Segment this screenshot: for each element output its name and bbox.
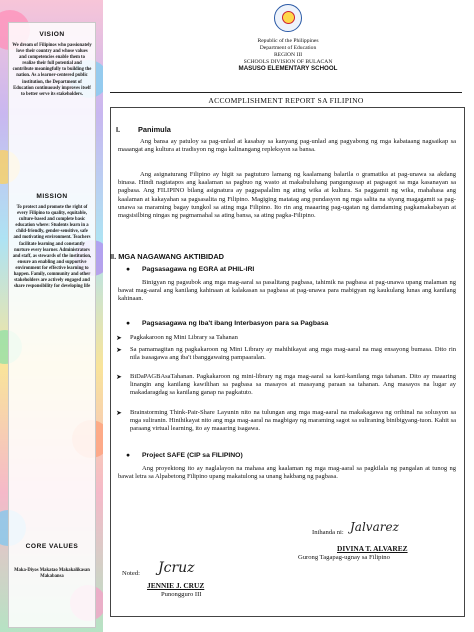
core-values-text: Maka-Diyos Makatao Makakalikasan Makabansa (14, 568, 90, 580)
sidebar-panel (8, 22, 96, 628)
prepared-name: DIVINA T. ALVAREZ (337, 544, 408, 553)
noted-by-label: Noted: (122, 570, 140, 577)
arrow-bullet-icon: ➤ (116, 346, 122, 354)
prepared-by-label: Inihanda ni: (312, 529, 344, 536)
header-school: MASUSO ELEMENTARY SCHOOL (238, 65, 338, 72)
noted-name: JENNIE J. CRUZ (147, 581, 205, 590)
vision-text: We dream of Filipinos who passionately love their country and whose values and competencies enable them to realize their full potential and contribute meaningfully to building the nation. As a learner-centered public institution, the Department of Education continuously improves itself to better serve its stakeholders. (12, 43, 92, 97)
prepared-signature: Jalvarez (350, 520, 399, 534)
item-2-sub-4: Brainstorming Think-Pair-Share Layunin nito na tulungan ang mga mag-aaral na makakagawa ng orihinal na solusyon sa mga suliranin. Hinihikayat nito ang mga mag-aaral na magbigay ng maraming sagot sa suliraning binibigyang-tuon. Kahit sa paraang virtual learning, ito ay maaaring isagawa. (130, 409, 456, 433)
arrow-bullet-icon: ➤ (116, 373, 122, 381)
vision-mission-sidebar (0, 0, 103, 632)
mission-heading: MISSION (36, 193, 68, 200)
header-division: SCHOOLS DIVISION OF BULACAN (243, 59, 333, 65)
section-1-number: I. (116, 125, 121, 134)
mission-text: To protect and promote the right of every Filipino to quality, equitable, culture-based and complete basic education where: Students learn in a child-friendly, gender-sensitive, safe and motivating environment. Teachers facilitate learning and constantly nurture every learner. Administrators and staff, as stewards of the institution, ensure an enabling and supportive environment for effective learning to happen. Family, community and other stakeholders are actively engaged and share responsibility for developing life (12, 205, 92, 290)
header-republic: Republic of the Philippines (257, 38, 319, 44)
prepared-role: Gurong Tagapag-ugnay sa Filipino (298, 554, 390, 561)
header-department: Department of Education (259, 45, 317, 51)
section-1-heading: Panimula (138, 125, 171, 134)
item-2-title: Pagsasagawa ng Iba't ibang Interbasyon para sa Pagbasa (142, 320, 329, 327)
arrow-bullet-icon: ➤ (116, 409, 122, 417)
arrow-bullet-icon: ➤ (116, 334, 122, 342)
item-3-text: Ang proyektong ito ay naglalayon na mahasa ang kaalaman ng mga mag-aaral sa pagkilala ng pangalan at tunog ng bawat letra sa Alpabetong Filipino upang makatulong sa unang hakbang ng pagbasa. (118, 465, 456, 481)
item-2-sub-2: Sa pamamagitan ng pagkakaroon ng Mini Library ay mahihikayat ang mga mag-aaral na mag ensayong bumasa. Dito rin nila isasagawa ang iba't ibanggawaing pampaaralan. (130, 346, 456, 362)
core-values-heading: CORE VALUES (25, 543, 79, 550)
section-1-paragraph-1: Ang bansa ay patuloy sa pag-unlad at kasabay sa kanyang pag-unlad ang pagyabong ng mga kabataang nagsaikap sa maaangat ang kultura at tradisyon ng mga kalinangang repleksyon sa bansa. (118, 138, 456, 154)
header-divider (110, 92, 462, 93)
noted-role: Punongguro III (161, 591, 202, 598)
report-title: ACCOMPLISHMENT REPORT SA FILIPINO (208, 96, 364, 105)
item-3-title: Project SAFE (CIP sa FILIPINO) (142, 452, 243, 459)
item-2-sub-1: Pagkakaroon ng Mini Library sa Tahanan (130, 334, 238, 341)
vision-heading: VISION (39, 31, 65, 38)
bullet-icon: ● (126, 452, 131, 459)
header-region: REGION III (273, 52, 303, 58)
item-1-text: Binigyan ng pagsubok ang mga mag-aaral sa pasalitang pagbasa, tahimik na pagbasa at pag-unawa upang malaman ng bawat mag-aaral ang kanilang kahinaan at kalakasan sa pagbasa at pag-unawa para mabigyan ng kaukulang lunas ang kanilang kahinaan. (118, 279, 456, 303)
section-2-heading: II. MGA NAGAWANG AKTIBIDAD (110, 252, 225, 261)
section-1-paragraph-2: Ang asignaturang Filipino ay higit sa pagtuturo lamang ng kaalamang balarila o gramatika at pag-unawa sa akdang binasa. Hindi nagtatapos ang kaalaman sa pagbuo ng wasto at makabuluhang pangungusap at pagsagot sa mga kasanayan sa pagbasa. Ang FILIPINO bilang asignatura ay pagpapalalim ng ating wika at kultura. Sa paggamit ng wika, mahahasa ang kaalaman at kakayahan sa pagsasalita ng Filipino. Magiging matatag ang pundasyon ng mga salita na siyang magagamit sa pag-unawa sa maraming bagay tungkol sa ating mga Filipino. Ito rin ang maaaring pag-ugatan ng damdaming pagkamakabayan at magsisilbing ningas ng pagmamahal sa ating bansa, sa ating pagka-Filipino. (118, 171, 456, 220)
item-1-title: Pagsasagawa ng EGRA at PHIL-IRI (142, 266, 255, 273)
item-2-sub-3: BiDaPAGBAsaTahanan. Pagkakaroon ng mini-library ng mga mag-aaral sa kani-kanilang mga tahanan. Dito ay maaaring linangin ang kanilang kawilihan sa pagbasa sa masayos at masayang paraan sa tahanan. Ang masayos na lugar ay makadaragdag sa kanilang ganap na pagkatuto. (130, 373, 456, 397)
noted-signature: Jcruz (158, 560, 195, 576)
bullet-icon: ● (126, 266, 131, 273)
bullet-icon: ● (126, 320, 131, 327)
deped-seal-icon (274, 4, 302, 32)
